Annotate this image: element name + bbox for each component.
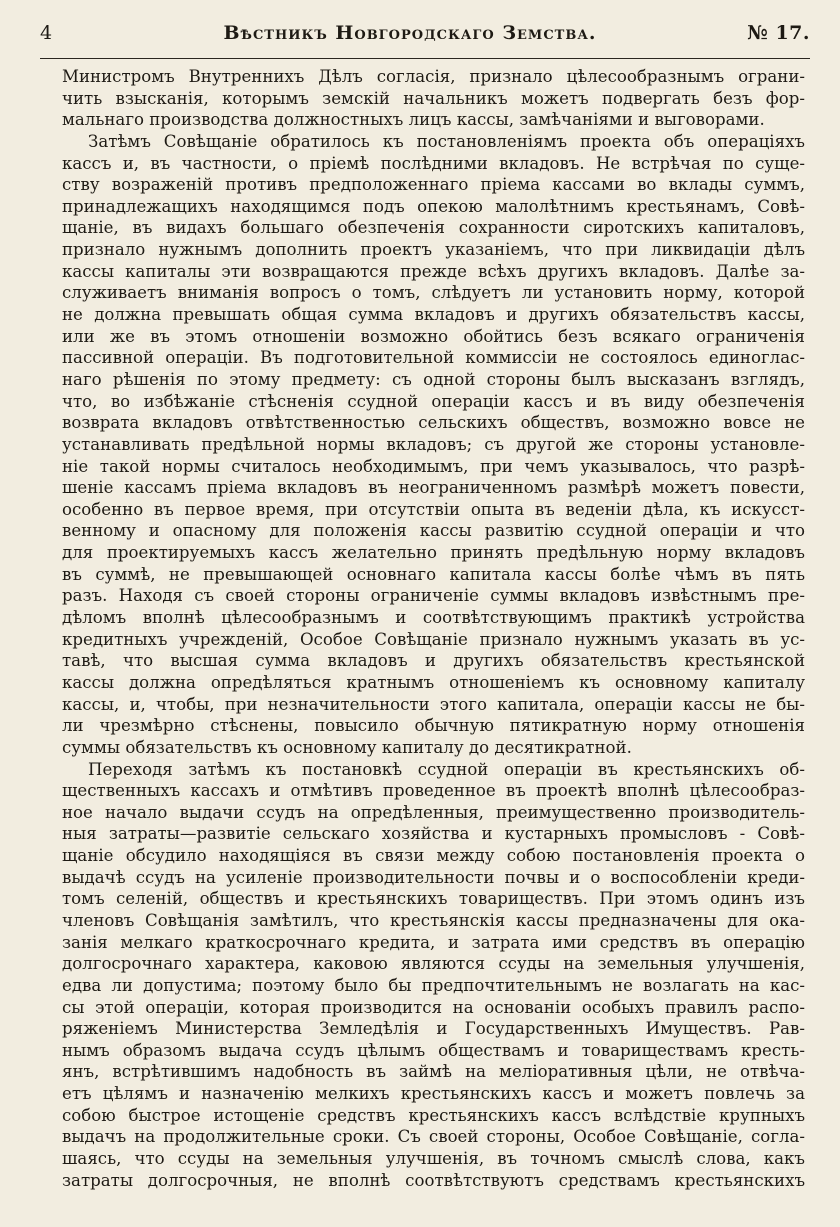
text-line: принадлежащихъ находящимся подъ опекою малолѣтнимъ крестьянамъ, Совѣ- (62, 196, 805, 216)
text-line: нымъ образомъ выдача ссудъ цѣлымъ обществамъ и товариществамъ кресть- (62, 1040, 805, 1060)
text-line: пассивной операціи. Въ подготовительной коммиссіи не состоялось единоглас- (62, 348, 805, 368)
text-line: возврата вкладовъ отвѣтственностью сельскихъ обществъ, возможно вовсе не (62, 413, 805, 433)
text-line: разъ. Находя съ своей стороны ограниченіе суммы вкладовъ извѣстнымъ пре- (62, 586, 805, 606)
text-line: кассъ и, въ частности, о пріемѣ послѣдними вкладовъ. Не встрѣчая по суще- (62, 153, 805, 173)
text-line: дѣломъ вполнѣ цѣлесообразнымъ и соотвѣтствующимъ практикѣ устройства (62, 608, 805, 628)
text-line: щаніе, въ видахъ большаго обезпеченія сохранности сиротскихъ капиталовъ, (62, 218, 805, 238)
paragraph (62, 131, 805, 759)
text-line: мальнаго производства должностныхъ лицъ кассы, замѣчаніями и выговорами. (62, 110, 765, 130)
page-header (40, 22, 810, 56)
text-line: чить взысканія, которымъ земскій начальникъ можетъ подвергать безъ фор- (62, 88, 805, 108)
paragraph (62, 66, 805, 131)
text-line: собою быстрое истощеніе средствъ крестьянскихъ кассъ вслѣдствіе крупныхъ (62, 1105, 805, 1125)
text-line: ству возраженій противъ предположеннаго пріема кассами во вклады суммъ, (62, 175, 805, 195)
text-line: наго рѣшенія по этому предмету: съ одной стороны былъ высказанъ взглядъ, (62, 369, 805, 389)
text-line: затраты долгосрочныя, не вполнѣ соотвѣтствуютъ средствамъ крестьянскихъ (62, 1170, 805, 1190)
text-line: Министромъ Внутреннихъ Дѣлъ согласія, признало цѣлесообразнымъ ограни- (62, 67, 805, 86)
text-line: кассы, и, чтобы, при незначительности этого капитала, операціи кассы не бы- (62, 694, 805, 714)
text-line: Затѣмъ Совѣщаніе обратилось къ постановленіямъ проекта объ операціяхъ (88, 131, 805, 151)
text-line: ряженіемъ Министерства Земледѣлія и Государственныхъ Имуществъ. Рав- (62, 1019, 805, 1039)
text-line: служиваетъ вниманія вопросъ о томъ, слѣдуетъ ли установить норму, которой (62, 283, 805, 303)
text-line: долгосрочнаго характера, каковою являются ссуды на земельныя улучшенія, (62, 954, 805, 974)
text-line: признало нужнымъ дополнить проектъ указаніемъ, что при ликвидаціи дѣлъ (62, 240, 805, 260)
text-line: въ суммѣ, не превышающей основнаго капитала кассы болѣе чѣмъ въ пять (62, 564, 805, 584)
text-line: членовъ Совѣщанія замѣтилъ, что крестьянскія кассы предназначены для ока- (62, 910, 805, 930)
issue-number: № 17. (747, 22, 810, 44)
text-line: выдачъ на продолжительные сроки. Съ своей стороны, Особое Совѣщаніе, согла- (62, 1127, 805, 1147)
text-line: что, во избѣжаніе стѣсненія ссудной операціи кассъ и въ виду обезпеченія (62, 391, 805, 411)
text-line: Переходя затѣмъ къ постановкѣ ссудной операціи въ крестьянскихъ об- (88, 759, 805, 779)
text-line: не должна превышать общая сумма вкладовъ и другихъ обязательствъ кассы, (62, 305, 805, 325)
text-line: для проектируемыхъ кассъ желательно принять предѣльную норму вкладовъ (62, 543, 805, 563)
text-line: ніе такой нормы считалось необходимымъ, при чемъ указывалось, что разрѣ- (62, 456, 805, 476)
text-line: выдачѣ ссудъ на усиленіе производительности почвы и о воспособленіи креди- (62, 867, 805, 887)
text-line: ныя затраты—развитіе сельскаго хозяйства и кустарныхъ промысловъ - Совѣ- (62, 824, 805, 844)
text-line: тавѣ, что высшая сумма вкладовъ и другихъ обязательствъ крестьянской (62, 651, 805, 671)
text-line: едва ли допустима; поэтому было бы предпочтительнымъ не возлагать на кас- (62, 975, 805, 995)
text-line: занія мелкаго краткосрочнаго кредита, и затрата ими средствъ въ операцію (62, 932, 805, 952)
header-rule (40, 58, 810, 59)
text-line: щественныхъ кассахъ и отмѣтивъ проведенное въ проектѣ вполнѣ цѣлесообраз- (62, 781, 805, 801)
text-line: устанавливать предѣльной нормы вкладовъ; съ другой же стороны установле- (62, 434, 805, 454)
text-line: шеніе кассамъ пріема вкладовъ въ неограниченномъ размѣрѣ можетъ повести, (62, 478, 805, 498)
text-line: шаясь, что ссуды на земельныя улучшенія, въ точномъ смыслѣ слова, какъ (62, 1149, 805, 1169)
text-line: ли чрезмѣрно стѣснены, повысило обычную пятикратную норму отношенія (62, 716, 805, 736)
text-line: томъ селеній, обществъ и крестьянскихъ товариществъ. При этомъ одинъ изъ (62, 889, 805, 909)
text-line: сы этой операціи, которая производится на основаніи особыхъ правилъ распо- (62, 997, 805, 1017)
paragraph (62, 759, 805, 1192)
text-line: кредитныхъ учрежденій, Особое Совѣщаніе признало нужнымъ указать въ ус- (62, 629, 805, 649)
journal-title: Вѣстникъ Новгородскаго Земства. (223, 22, 597, 44)
text-line: особенно въ первое время, при отсутствіи опыта въ веденіи дѣла, къ искусст- (62, 499, 805, 519)
text-line: кассы должна опредѣляться кратнымъ отношеніемъ къ основному капиталу (62, 672, 805, 692)
text-line: кассы капиталы эти возвращаются прежде всѣхъ другихъ вкладовъ. Далѣе за- (62, 261, 805, 281)
text-line: венному и опасному для положенія кассы развитію ссудной операціи и что (62, 521, 805, 541)
page-number: 4 (40, 22, 53, 44)
text-line: суммы обязательствъ къ основному капиталу до десятикратной. (62, 737, 632, 757)
body-text (62, 66, 805, 1191)
text-line: щаніе обсудило находящіяся въ связи между собою постановленія проекта о (62, 846, 805, 866)
text-line: етъ цѣлямъ и назначенію мелкихъ крестьянскихъ кассъ и можетъ повлечь за (62, 1084, 805, 1104)
text-line: янъ, встрѣтившимъ надобность въ займѣ на меліоративныя цѣли, не отвѣча- (62, 1062, 805, 1082)
text-line: ное начало выдачи ссудъ на опредѣленныя, преимущественно производитель- (62, 802, 805, 822)
text-line: или же въ этомъ отношеніи возможно обойтись безъ всякаго ограниченія (62, 326, 805, 346)
